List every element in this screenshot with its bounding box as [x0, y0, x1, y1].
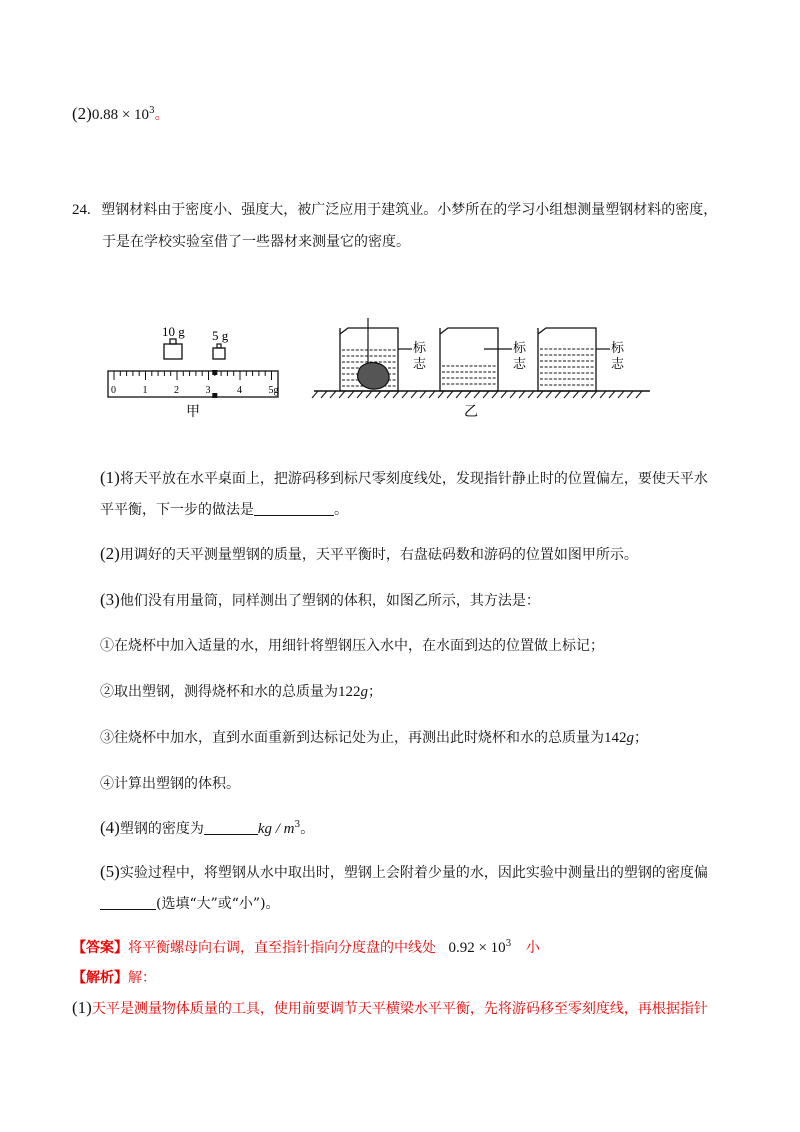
caption-yi: 乙: [464, 404, 478, 418]
prev-answer-line: [72, 104, 169, 125]
hatch-line: [510, 391, 516, 398]
hatch-line: [366, 391, 372, 398]
question-line-1: [72, 200, 717, 220]
analysis-line-1: [72, 998, 708, 1019]
hatch-line: [546, 391, 552, 398]
mass-value: 122: [338, 684, 361, 700]
step-text: ②取出塑钢，测得烧杯和水的总质量为: [100, 684, 338, 700]
hatch-line: [339, 391, 345, 398]
hatch-line: [537, 391, 543, 398]
hatch-line: [573, 391, 579, 398]
question-text-1: 塑钢材料由于密度小、强度大，被广泛应用于建筑业。小梦所在的学习小组想测量塑钢材料的密度，: [101, 202, 718, 218]
rider-bottom: [212, 393, 217, 398]
density-unit: kg / m: [257, 821, 295, 837]
item-number: (2): [72, 104, 92, 123]
answer-part-2: 0.92 × 10: [448, 940, 506, 956]
hatch-line: [357, 391, 363, 398]
step-text: 塑钢的密度为: [119, 821, 204, 837]
analysis-text: 天平是测量物体质量的工具，使用前要调节天平横梁水平平衡，先将游码移至零刻度线，再根据指针: [91, 1001, 708, 1017]
weight-5g: [213, 348, 225, 359]
exponent: 3: [294, 820, 301, 830]
hatch-line: [555, 391, 561, 398]
beaker-2: [440, 328, 512, 391]
weight-10g-label: 10 g: [162, 324, 185, 339]
step-5-line-2: [100, 894, 280, 914]
step-1-line-2: [100, 500, 348, 520]
mark-label-1-top: 标: [413, 341, 427, 356]
mass-unit: g: [360, 684, 368, 700]
hatch-line: [411, 391, 417, 398]
mark-label-2-top: 标: [513, 341, 527, 356]
ruler-label: 5g: [268, 385, 279, 396]
step-number: (5): [100, 862, 120, 881]
question-number: 24.: [72, 202, 91, 218]
hatch-line: [564, 391, 570, 398]
step-number: (2): [100, 544, 120, 563]
figure-jia: [108, 324, 279, 418]
mark-label-1-bottom: 志: [413, 357, 427, 372]
ruler-labels: [111, 385, 279, 396]
step-end: 。: [300, 821, 315, 837]
step-5-line-1: [100, 862, 708, 883]
weight-10g-knob: [170, 339, 176, 344]
mark-label-2-bottom: 志: [513, 357, 527, 372]
hatch-line: [348, 391, 354, 398]
exponent: 3: [149, 106, 155, 116]
hatch-line: [627, 391, 633, 398]
step-text: 用调好的天平测量塑钢的质量，天平平衡时，右盘砝码数和游码的位置如图甲所示。: [119, 547, 638, 563]
substep-4: ④计算出塑钢的体积。: [100, 776, 240, 792]
figure-yi: [312, 318, 650, 418]
prev-answer-value: 0.88 × 10: [91, 107, 150, 123]
ruler-label: 1: [142, 385, 148, 396]
step-text: 平平衡，下一步的做法是: [100, 502, 254, 518]
experiment-figures: [100, 318, 660, 418]
analysis-label: 【解析】: [72, 970, 128, 986]
ruler-label: 3: [205, 385, 211, 396]
hatch-line: [465, 391, 471, 398]
caption-jia: 甲: [186, 404, 200, 418]
mass-unit: g: [626, 730, 634, 746]
hatch-line: [456, 391, 462, 398]
hatch-line: [600, 391, 606, 398]
hatch-line: [474, 391, 480, 398]
step-end: ；: [634, 730, 648, 746]
answer-blank[interactable]: [254, 501, 334, 516]
step-number: (1): [100, 468, 120, 487]
beaker-1: [340, 318, 412, 391]
step-text: ③往烧杯中加水，直到水面重新到达标记处为止，再测出此时烧杯和水的总质量为: [100, 730, 604, 746]
hatch-line: [636, 391, 642, 398]
hatch-line: [492, 391, 498, 398]
hatch-line: [312, 391, 318, 398]
steel-sample: [358, 363, 389, 389]
step-end: 。: [334, 502, 348, 518]
weight-5g-label: 5 g: [212, 328, 229, 343]
step-text: (选填“大”或“小”)。: [156, 896, 280, 912]
answer-blank[interactable]: [204, 820, 258, 835]
table-hatching: [312, 391, 642, 398]
ruler-label: 0: [111, 385, 116, 396]
step-text: 他们没有用量筒，同样测出了塑钢的体积，如图乙所示，其方法是：: [119, 593, 540, 609]
hatch-line: [393, 391, 399, 398]
hatch-line: [483, 391, 489, 398]
answer-part-1: 将平衡螺母向右调，直至指针指向分度盘的中线处: [128, 940, 436, 956]
hatch-line: [321, 391, 327, 398]
hatch-line: [375, 391, 381, 398]
answer-blank[interactable]: [100, 895, 156, 910]
mass-value: 142: [604, 730, 627, 746]
hatch-line: [618, 391, 624, 398]
step-number: (4): [100, 818, 120, 837]
step-text: 实验过程中，将塑钢从水中取出时，塑钢上会附着少量的水，因此实验中测量出的塑钢的密度偏: [119, 865, 708, 881]
prev-answer-end: 。: [154, 107, 169, 123]
hatch-line: [591, 391, 597, 398]
answer-part-3: 小: [525, 940, 540, 956]
step-1-line-1: [100, 468, 708, 489]
step-2: [100, 544, 638, 565]
ruler-label: 4: [237, 385, 242, 396]
answer-label: 【答案】: [72, 940, 128, 956]
step-end: ；: [368, 684, 382, 700]
exponent: 3: [505, 939, 512, 949]
hatch-line: [429, 391, 435, 398]
hatch-line: [609, 391, 615, 398]
substep-1: ①在烧杯中加入适量的水，用细针将塑钢压入水中，在水面到达的位置做上标记；: [100, 638, 604, 654]
step-number: (1): [72, 998, 92, 1017]
question-line-2: 于是在学校实验室借了一些器材来测量它的密度。: [102, 234, 410, 250]
hatch-line: [330, 391, 336, 398]
step-3: [100, 590, 540, 611]
hatch-line: [420, 391, 426, 398]
beaker-3: [538, 328, 610, 391]
rider-top: [212, 370, 217, 375]
mark-label-3-top: 标: [611, 341, 625, 356]
step-number: (3): [100, 590, 120, 609]
hatch-line: [528, 391, 534, 398]
weight-10g: [164, 344, 182, 359]
hatch-line: [384, 391, 390, 398]
hatch-line: [438, 391, 444, 398]
substep-3: [100, 728, 648, 748]
mark-label-3-bottom: 志: [611, 357, 625, 372]
ruler-label: 2: [174, 385, 179, 396]
answer-line: [72, 938, 540, 958]
substep-2: [100, 682, 382, 702]
hatch-line: [501, 391, 507, 398]
step-4: [100, 818, 314, 839]
analysis-colon: 解：: [128, 970, 156, 986]
step-text: 将天平放在水平桌面上，把游码移到标尺零刻度线处，发现指针静止时的位置偏左，要使天平水: [119, 471, 708, 487]
hatch-line: [447, 391, 453, 398]
analysis-heading: [72, 968, 156, 988]
hatch-line: [519, 391, 525, 398]
hatch-line: [402, 391, 408, 398]
hatch-line: [582, 391, 588, 398]
ruler-ticks: [114, 371, 272, 380]
